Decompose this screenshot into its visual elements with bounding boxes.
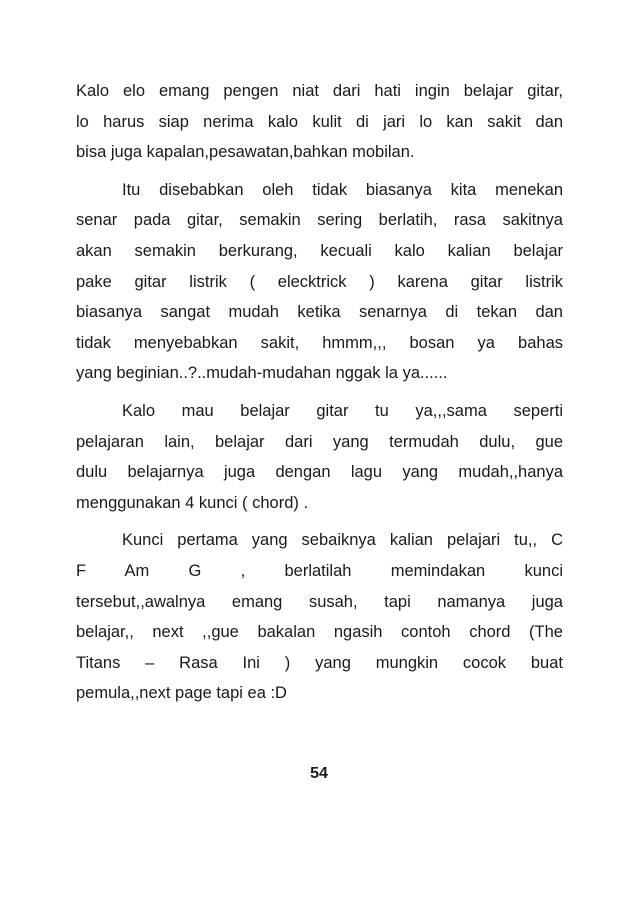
text-line: Kunci pertama yang sebaiknya kalian pelajari tu,, C xyxy=(122,531,563,550)
text-line: dulu belajarnya juga dengan lagu yang mudah,,hanya xyxy=(76,463,563,482)
text-line: menggunakan 4 kunci ( chord) . xyxy=(76,493,309,512)
page-number: 54 xyxy=(310,765,328,782)
document-body xyxy=(76,76,563,709)
paragraph-3 xyxy=(76,396,563,518)
text-line: biasanya sangat mudah ketika senarnya di tekan dan xyxy=(76,303,563,322)
text-line: tidak menyebabkan sakit, hmmm,,, bosan ya bahas xyxy=(76,333,563,352)
text-line: pelajaran lain, belajar dari yang termudah dulu, gue xyxy=(76,432,563,451)
text-line: tersebut,,awalnya emang susah, tapi namanya juga xyxy=(76,592,563,611)
paragraph-1 xyxy=(76,76,563,168)
paragraph-4 xyxy=(76,525,563,709)
text-line: belajar,, next ,,gue bakalan ngasih contoh chord (The xyxy=(76,623,563,642)
text-line: yang beginian..?..mudah-mudahan nggak la ya...... xyxy=(76,364,448,383)
text-line: akan semakin berkurang, kecuali kalo kalian belajar xyxy=(76,241,563,260)
text-line: F Am G , berlatilah memindakan kunci xyxy=(76,561,563,580)
text-line: bisa juga kapalan,pesawatan,bahkan mobilan. xyxy=(76,143,415,162)
text-line: Itu disebabkan oleh tidak biasanya kita menekan xyxy=(122,180,563,199)
text-line: Titans – Rasa Ini ) yang mungkin cocok buat xyxy=(76,653,563,672)
text-line: Kalo elo emang pengen niat dari hati ingin belajar gitar, xyxy=(76,82,563,100)
text-line: Kalo mau belajar gitar tu ya,,,sama seperti xyxy=(122,401,563,420)
text-line: senar pada gitar, semakin sering berlatih, rasa sakitnya xyxy=(76,211,563,230)
text-line: pemula,,next page tapi ea :D xyxy=(76,684,287,703)
text-line: pake gitar listrik ( elecktrick ) karena gitar listrik xyxy=(76,272,563,291)
paragraph-2 xyxy=(76,175,563,389)
text-line: lo harus siap nerima kalo kulit di jari lo kan sakit dan xyxy=(76,112,563,131)
